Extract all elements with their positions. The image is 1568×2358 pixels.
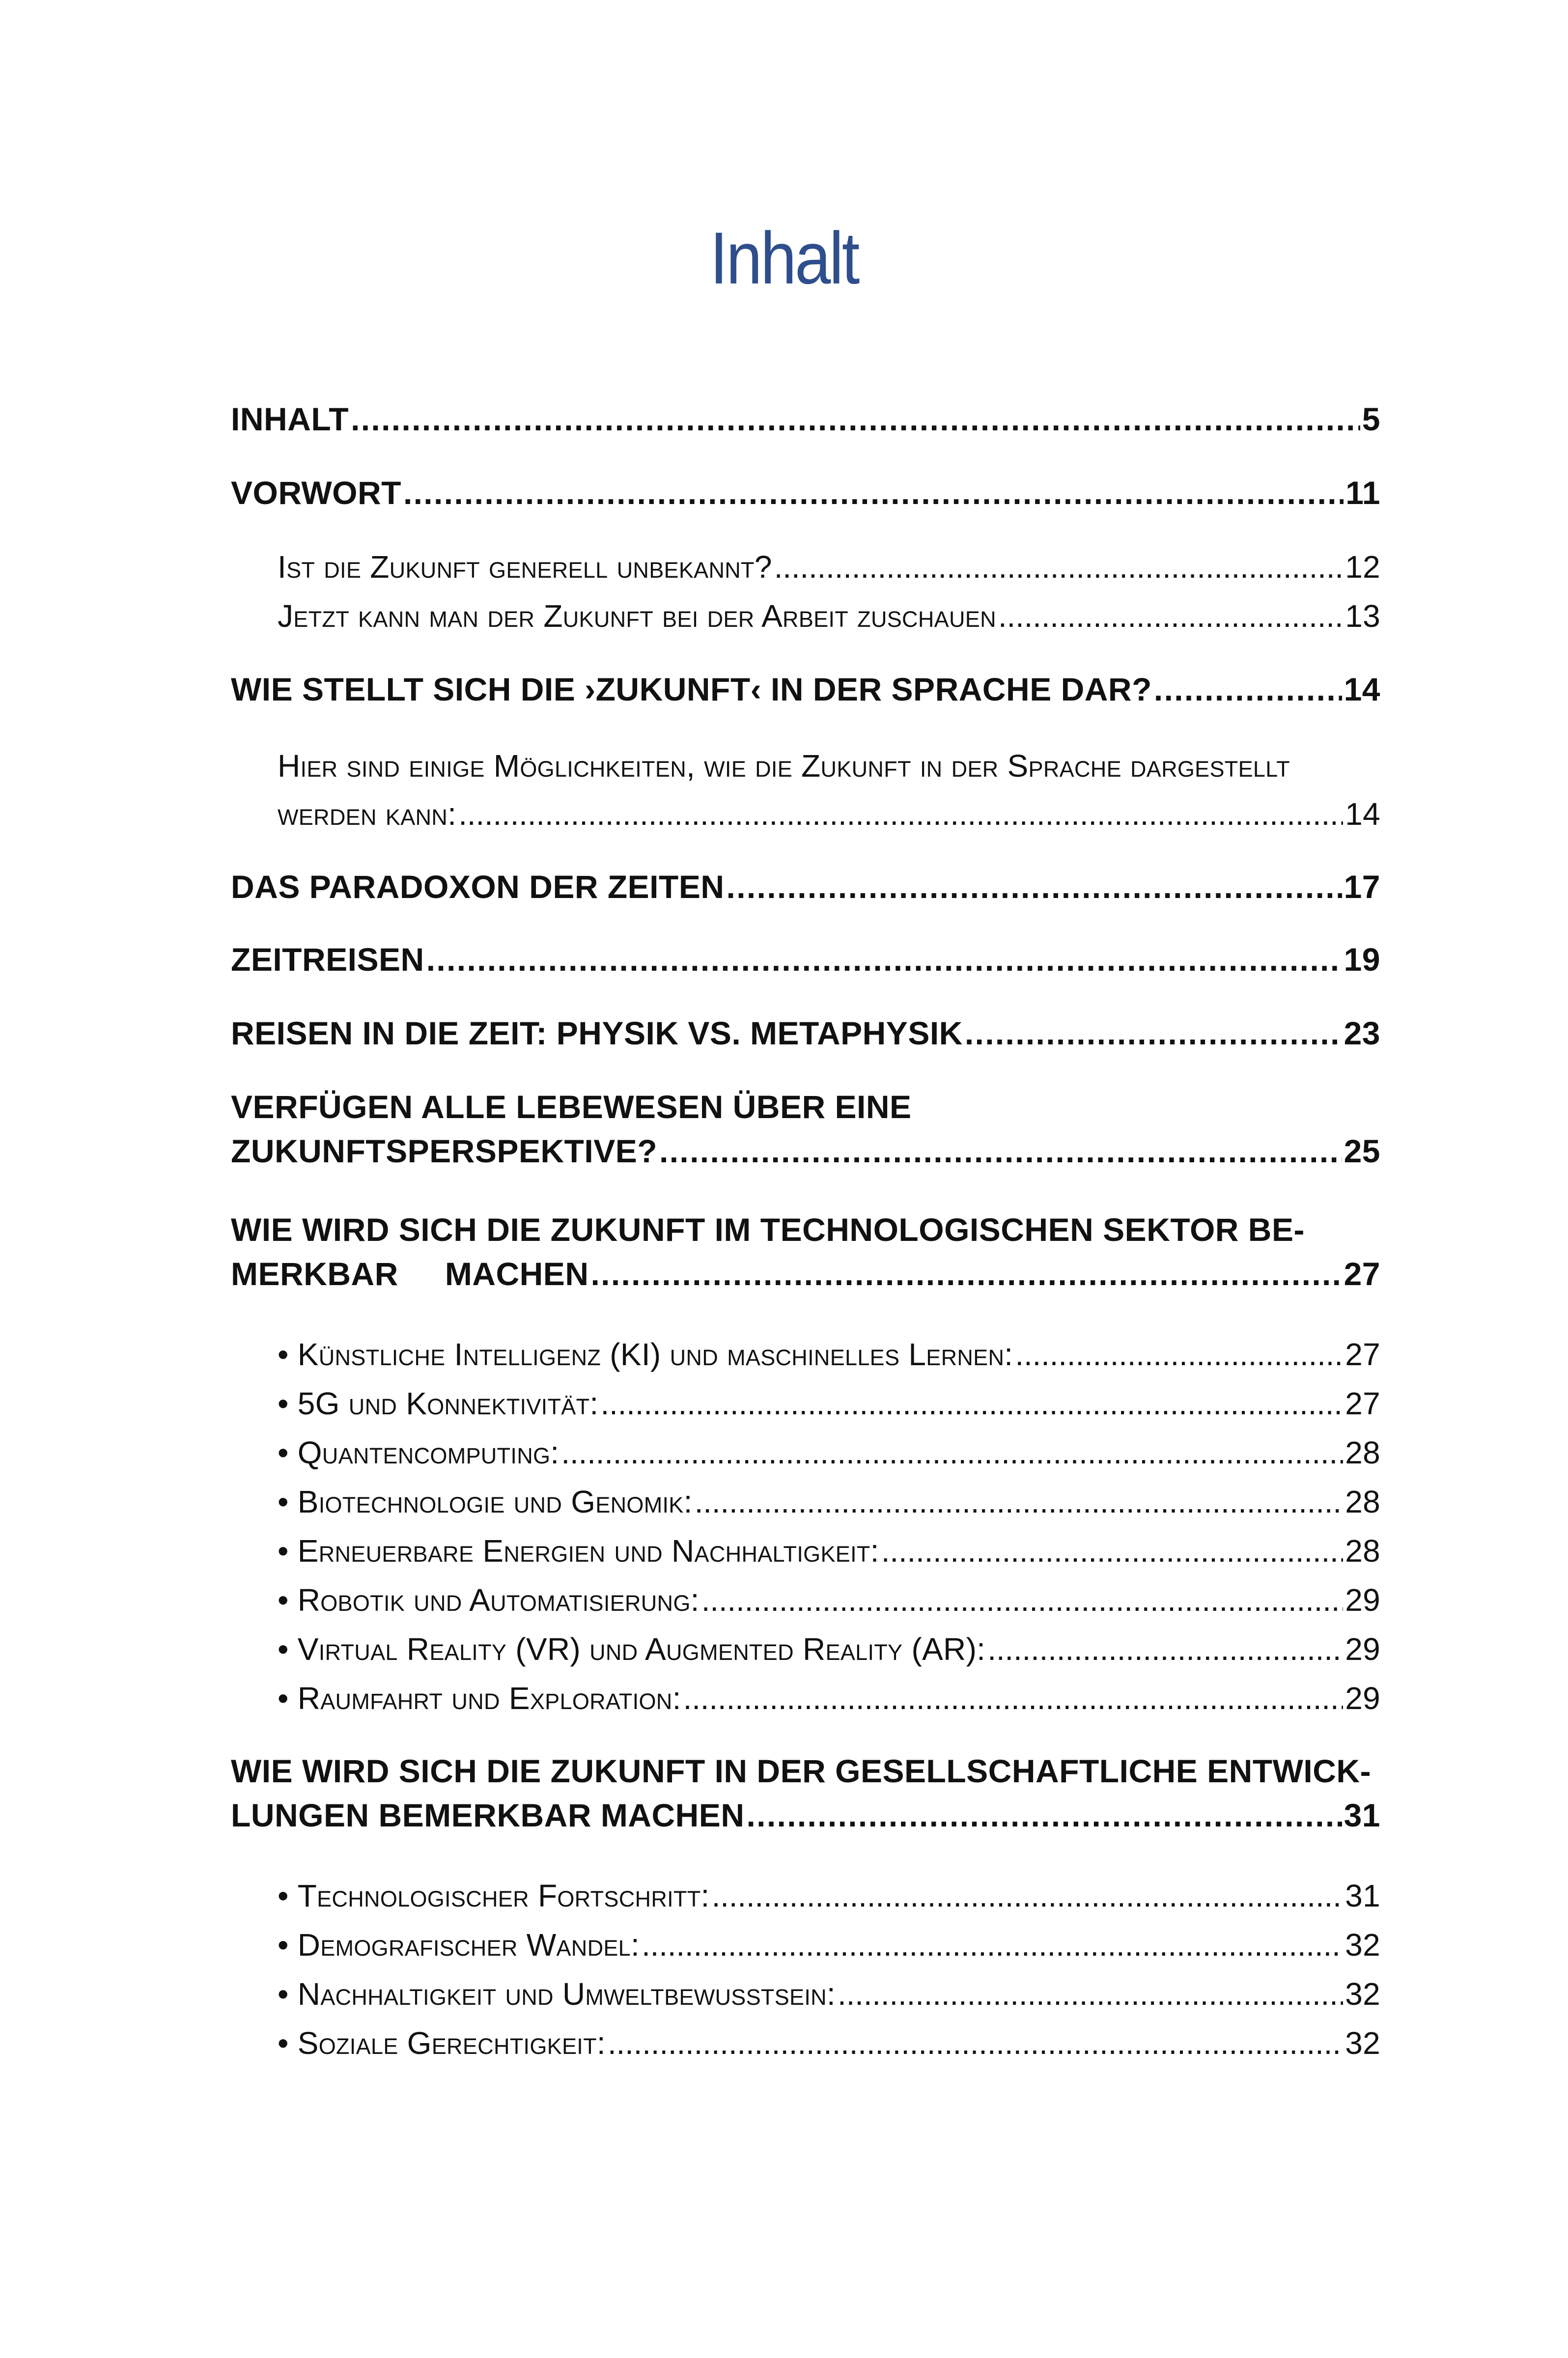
dot-leader — [351, 397, 1360, 441]
toc-subentry-zukunft-zuschauen[interactable] — [278, 592, 1380, 640]
dot-leader — [590, 1252, 1342, 1296]
toc-page-number: 32 — [1345, 1927, 1380, 1963]
toc-page-number: 25 — [1344, 1133, 1380, 1169]
toc-bullet-biotechnologie[interactable] — [278, 1478, 1380, 1526]
toc-page-number: 31 — [1344, 1797, 1380, 1833]
toc-entry-label-line1: WIE WIRD SICH DIE ZUKUNFT IM TECHNOLOGISCHEN SEKTOR BE- — [231, 1211, 1305, 1248]
toc-page-number: 28 — [1345, 1435, 1380, 1470]
bullet-icon: • — [278, 1927, 289, 1963]
toc-entry-label: 5G und Konnektivität: — [297, 1386, 599, 1421]
toc-bullet-quantencomputing[interactable] — [278, 1429, 1380, 1477]
toc-entry-label: DAS PARADOXON DER ZEITEN — [231, 869, 725, 905]
toc-entry-label: Nachhaltigkeit und Umweltbewusstsein: — [297, 1976, 836, 2012]
toc-entry-label-line2 — [231, 1252, 588, 1296]
toc-entry-label: Virtual Reality (VR) und Augmented Reality (AR): — [297, 1631, 986, 1667]
toc-entry-label: Ist die Zukunft generell unbekannt? — [278, 549, 772, 585]
bullet-icon: • — [278, 1435, 289, 1470]
toc-entry-label: VORWORT — [231, 475, 401, 511]
toc-page-number: 29 — [1345, 1631, 1380, 1667]
toc-page-number: 11 — [1345, 475, 1380, 511]
toc-entry-vorwort[interactable] — [231, 471, 1380, 515]
dot-leader — [403, 471, 1344, 515]
toc-page-number: 29 — [1345, 1681, 1380, 1716]
toc-entry-lebewesen[interactable] — [231, 1085, 1380, 1173]
toc-entry-label: Erneuerbare Energien und Nachhaltigkeit: — [297, 1533, 879, 1569]
bullet-icon: • — [278, 1681, 289, 1716]
dot-leader — [458, 790, 1343, 838]
dot-leader — [998, 592, 1343, 640]
toc-entry-paradoxon[interactable] — [231, 865, 1380, 909]
toc-entry-label: ZEITREISEN — [231, 941, 424, 978]
toc-entry-label: WIE STELLT SICH DIE ›ZUKUNFT‹ IN DER SPRACHE DAR? — [231, 671, 1152, 707]
toc-entry-label: Jetzt kann man der Zukunft bei der Arbeit zuschauen — [278, 598, 996, 634]
toc-entry-label: Biotechnologie und Genomik: — [297, 1484, 693, 1519]
toc-entry-label-line1: WIE WIRD SICH DIE ZUKUNFT IN DER GESELLSCHAFTLICHE ENTWICK- — [231, 1753, 1372, 1789]
toc-entry-label-line1: Hier sind einige Möglichkeiten, wie die Zukunft in der Sprache dargestellt — [278, 748, 1290, 784]
toc-entry-physik-metaphysik[interactable] — [231, 1011, 1380, 1055]
bullet-icon: • — [278, 1976, 289, 2012]
toc-entry-label: INHALT — [231, 401, 349, 437]
toc-bullet-energien[interactable] — [278, 1527, 1380, 1575]
toc-page-number: 31 — [1345, 1878, 1380, 1913]
toc-bullet-ki[interactable] — [278, 1330, 1380, 1378]
bullet-icon: • — [278, 1386, 289, 1421]
toc-entry-label: Raumfahrt und Exploration: — [297, 1681, 681, 1716]
dot-leader — [426, 937, 1342, 982]
toc-page-number: 28 — [1345, 1533, 1380, 1569]
bullet-icon: • — [278, 1582, 289, 1618]
toc-entry-inhalt[interactable] — [231, 397, 1380, 441]
toc-page-number: 17 — [1344, 869, 1380, 905]
toc-page-number: 5 — [1362, 401, 1380, 437]
bullet-icon: • — [278, 1484, 289, 1519]
toc-entry-label: Demografischer Wandel: — [297, 1927, 640, 1963]
dot-leader — [881, 1527, 1343, 1575]
toc-page-number: 28 — [1345, 1484, 1380, 1519]
toc-subentry-zukunft-unbekannt[interactable] — [278, 543, 1380, 591]
toc-entry-gesellschaft[interactable] — [231, 1749, 1380, 1837]
toc-entry-label: REISEN IN DIE ZEIT: PHYSIK VS. METAPHYSIK — [231, 1015, 963, 1051]
toc-page-number: 27 — [1345, 1337, 1380, 1372]
toc-entry-label: Soziale Gerechtigkeit: — [297, 2025, 606, 2061]
toc-page-number: 29 — [1345, 1582, 1380, 1618]
toc-page-number: 27 — [1345, 1386, 1380, 1421]
dot-leader — [774, 543, 1343, 591]
bullet-icon: • — [278, 1337, 289, 1372]
dot-leader — [1015, 1330, 1343, 1378]
toc-entry-label-line2: werden kann: — [278, 796, 457, 832]
dot-leader — [1154, 667, 1342, 711]
page-title: Inhalt — [710, 217, 858, 299]
toc-entry-label-line1: VERFÜGEN ALLE LEBEWESEN ÜBER EINE — [231, 1089, 912, 1125]
dot-leader — [747, 1793, 1342, 1837]
toc-entry-label: Technologischer Fortschritt: — [297, 1878, 710, 1913]
dot-leader — [712, 1872, 1344, 1920]
toc-page-number: 14 — [1344, 671, 1380, 707]
dot-leader — [659, 1129, 1342, 1173]
toc-bullet-fortschritt[interactable] — [278, 1872, 1380, 1920]
dot-leader — [642, 1921, 1343, 1969]
toc-page-number: 13 — [1345, 598, 1380, 634]
toc-entry-label: Quantencomputing: — [297, 1435, 560, 1470]
dot-leader — [727, 865, 1342, 909]
bullet-icon: • — [278, 1878, 289, 1913]
bullet-icon: • — [278, 1631, 289, 1667]
toc-entry-zeitreisen[interactable] — [231, 937, 1380, 982]
toc-bullet-vr-ar[interactable] — [278, 1625, 1380, 1673]
toc-bullet-robotik[interactable] — [278, 1576, 1380, 1624]
dot-leader — [838, 1970, 1343, 2018]
toc-entry-label-line2-part1: MERKBAR — [231, 1256, 398, 1292]
toc-page-number: 14 — [1345, 796, 1380, 832]
dot-leader — [987, 1625, 1343, 1673]
toc-bullet-5g[interactable] — [278, 1379, 1380, 1428]
toc-bullet-raumfahrt[interactable] — [278, 1674, 1380, 1722]
toc-entry-label-line2: LUNGEN BEMERKBAR MACHEN — [231, 1797, 745, 1833]
toc-page-number: 32 — [1345, 1976, 1380, 2012]
toc-entry-label: Robotik und Automatisierung: — [297, 1582, 700, 1618]
dot-leader — [701, 1576, 1343, 1624]
bullet-icon: • — [278, 2025, 289, 2061]
dot-leader — [695, 1478, 1344, 1526]
toc-page-number: 23 — [1344, 1015, 1380, 1051]
toc-entry-technologie[interactable] — [231, 1207, 1380, 1296]
toc-subentry-moeglichkeiten[interactable] — [278, 742, 1380, 838]
toc-page-number: 12 — [1345, 549, 1380, 585]
dot-leader — [561, 1429, 1343, 1477]
dot-leader — [608, 2019, 1343, 2067]
toc-page-number: 19 — [1344, 941, 1380, 978]
dot-leader — [683, 1674, 1344, 1722]
toc-page-number: 27 — [1344, 1256, 1380, 1292]
toc-entry-sprache[interactable] — [231, 667, 1380, 711]
toc-page-number: 32 — [1345, 2025, 1380, 2061]
dot-leader — [965, 1011, 1342, 1055]
toc-entry-label-line2-part2: MACHEN — [445, 1256, 589, 1292]
bullet-icon: • — [278, 1533, 289, 1569]
toc-bullet-gerechtigkeit[interactable] — [278, 2019, 1380, 2067]
toc-entry-label-line2: ZUKUNFTSPERSPEKTIVE? — [231, 1133, 658, 1169]
toc-bullet-nachhaltigkeit[interactable] — [278, 1970, 1380, 2018]
dot-leader — [600, 1379, 1343, 1428]
toc-bullet-demografie[interactable] — [278, 1921, 1380, 1969]
toc-entry-label: Künstliche Intelligenz (KI) und maschinelles Lernen: — [297, 1337, 1013, 1372]
